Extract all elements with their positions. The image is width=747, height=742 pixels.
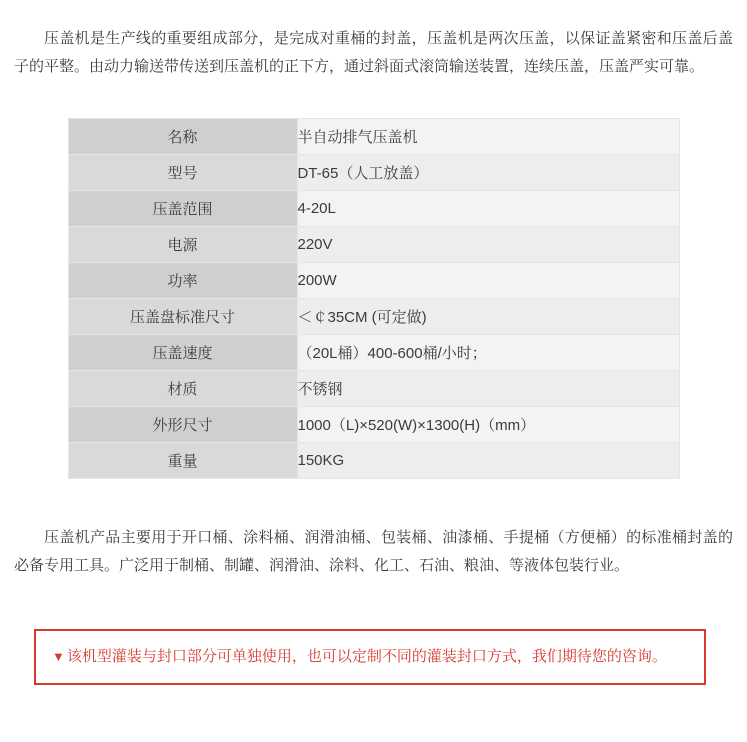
table-row xyxy=(68,371,679,407)
spec-key: 重量 xyxy=(68,443,297,479)
document-page xyxy=(0,15,747,742)
spec-value: 半自动排气压盖机 xyxy=(297,119,679,155)
table-row xyxy=(68,227,679,263)
spec-value: 1000（L)×520(W)×1300(H)（mm） xyxy=(297,407,679,443)
spec-key: 压盖盘标准尺寸 xyxy=(68,299,297,335)
spec-key: 压盖范围 xyxy=(68,191,297,227)
spec-value: 不锈钢 xyxy=(297,371,679,407)
spec-value: 4-20L xyxy=(297,191,679,227)
table-row xyxy=(68,443,679,479)
table-row xyxy=(68,191,679,227)
spec-value: 220V xyxy=(297,227,679,263)
table-row xyxy=(68,407,679,443)
notice-container xyxy=(0,595,747,685)
spec-key: 型号 xyxy=(68,155,297,191)
spec-value: 150KG xyxy=(297,443,679,479)
table-row xyxy=(68,155,679,191)
spec-key: 名称 xyxy=(68,119,297,155)
table-row xyxy=(68,119,679,155)
spec-key: 外形尺寸 xyxy=(68,407,297,443)
intro-paragraph: 压盖机是生产线的重要组成部分，是完成对重桶的封盖，压盖机是两次压盖，以保证盖紧密和压盖后盖子的平整。由动力输送带传送到压盖机的正下方，通过斜面式滚筒输送装置，连续压盖，压盖严实可靠。 xyxy=(14,30,733,75)
table-row xyxy=(68,299,679,335)
usage-paragraph: 压盖机产品主要用于开口桶、涂料桶、润滑油桶、包装桶、油漆桶、手提桶（方便桶）的标准桶封盖的必备专用工具。广泛用于制桶、制罐、润滑油、涂料、化工、石油、粮油、等液体包装行业。 xyxy=(14,529,733,574)
table-row xyxy=(68,263,679,299)
spec-table-body xyxy=(68,119,679,479)
spec-value: 200W xyxy=(297,263,679,299)
spec-key: 功率 xyxy=(68,263,297,299)
spec-table-container xyxy=(0,96,747,479)
spec-value: ＜￠35CM (可定做) xyxy=(297,299,679,335)
notice-box xyxy=(34,629,706,685)
notice-text: 该机型灌装与封口部分可单独使用，也可以定制不同的灌装封口方式，我们期待您的咨询。 xyxy=(66,648,667,665)
specification-table xyxy=(68,118,680,479)
spec-value: DT-65（人工放盖） xyxy=(297,155,679,191)
table-row xyxy=(68,335,679,371)
spec-key: 材质 xyxy=(68,371,297,407)
spec-key: 压盖速度 xyxy=(68,335,297,371)
spec-value: （20L桶）400-600桶/小时； xyxy=(297,335,679,371)
spec-key: 电源 xyxy=(68,227,297,263)
triangle-down-icon: ▼ xyxy=(52,649,65,664)
